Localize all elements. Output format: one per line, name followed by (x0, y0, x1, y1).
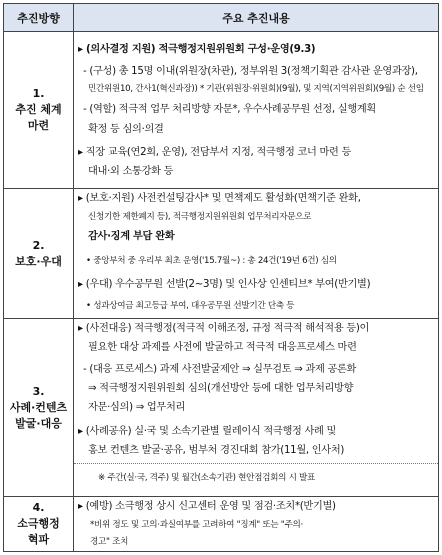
header-direction: 추진방향 (4, 4, 74, 31)
content-line: ⇒ 적극행정지원위원회 심의(개선방안 등에 대한 업무처리방향 (88, 383, 354, 394)
row-direction (4, 32, 74, 188)
content-line: 확정 등 심의·의결 (88, 124, 164, 135)
row-number: 2. (32, 238, 45, 252)
content-line: ※ 주간(실·국, 격주) 및 월간(소속기관) 현안점검회의 시 발표 (98, 473, 316, 483)
row-direction (4, 497, 74, 551)
policy-table (3, 3, 439, 552)
content-line: ▸ (의사결정 지원) 적극행정지원위원회 구성·운영(9.3) (78, 44, 316, 55)
row-title-line1: 사례·컨텐츠 (9, 400, 68, 414)
content-line: 홍보 컨텐츠 발굴·공유, 범부처 경진대회 참가(11월, 인사처) (88, 445, 345, 456)
table-row (4, 319, 438, 497)
row-number: 3. (32, 384, 45, 398)
content-line: - (구성) 총 15명 이내(위원장(차관), 정부위원 3(정책기획관 감사관 운영과장), (83, 66, 418, 77)
content-line: 신청기한 제한폐지 등), 적극행정지원위원회 업무처리자문으로 (88, 212, 312, 222)
content-line: ▸ (사전대응) 적극행정(적극적 이해조정, 규정 적극적 해석적용 등)이 (78, 323, 370, 334)
row-title-line1: 소극행정 (17, 517, 60, 530)
content-line: 감사·징계 부담 완화 (88, 231, 175, 242)
content-line: 필요한 대상 과제를 사전에 발굴하고 적극적 대응프로세스 마련 (88, 342, 357, 353)
table-row (4, 32, 438, 189)
content-line: • 중앙부처 중 우리부 최초 운영('15.7월~) : 총 24건('19년 6건) 심의 (86, 256, 337, 266)
content-line: - (대응 프로세스) 과제 사전발굴제안 ⇒ 실무검토 ⇒ 과제 공론화 (83, 364, 357, 375)
row-content (74, 189, 438, 318)
row-title-line1: 추진 체계 (15, 103, 62, 116)
content-line: ▸ (우대) 우수공무원 선발(2~3명) 및 인사상 인센티브* 부여(반기별) (78, 279, 371, 290)
row-direction (4, 319, 74, 496)
content-line: ▸ 직장 교육(연2회, 운영), 전담부서 지정, 적극행정 코너 마련 등 (78, 147, 352, 158)
row-title-line2: 마련 (27, 119, 50, 132)
row-title-line1: 보호·우대 (15, 254, 62, 268)
table-header (4, 4, 438, 32)
content-line: 대내·외 소통강화 등 (88, 166, 174, 177)
content-line: *비위 정도 및 고의·과실여부를 고려하여 "징계" 또는 "주의· (90, 520, 303, 530)
row-content (74, 319, 438, 496)
divider (74, 463, 438, 464)
row-number: 1. (32, 87, 45, 100)
row-title-line2: 발굴·대응 (15, 416, 62, 430)
content-line: - (역할) 적극적 업무 처리방향 자문*, 우수사례공무원 선정, 실행계획 (83, 104, 376, 115)
table-row (4, 497, 438, 551)
content-line: ▸ (예방) 소극행정 상시 신고센터 운영 및 점검·조치*(반기별) (78, 501, 336, 512)
content-line: 민간위원10, 간사1(혁신과장)) * 기관(위원장·위원회)(9월), 및 지역(지역위원회)(9월) 순 선임 (88, 84, 424, 94)
row-content (74, 497, 438, 551)
table-row (4, 189, 438, 319)
content-line: ▸ (사례공유) 실·국 및 소속기관별 릴레이식 적극행정 사례 및 (78, 426, 337, 437)
row-title-line2: 혁파 (27, 533, 50, 546)
row-direction (4, 189, 74, 318)
content-line: ▸ (보호·지원) 사전컨설팅감사* 및 면책제도 활성화(면책기준 완화, (78, 193, 361, 204)
row-number: 4. (32, 501, 45, 514)
content-line: • 성과상여금 최고등급 부여, 대우공무원 선발기간 단축 등 (86, 301, 295, 311)
row-content (74, 32, 438, 188)
content-line: 경고" 조치 (90, 537, 129, 547)
header-content: 주요 추진내용 (222, 11, 290, 25)
content-line: 자문·심의) ⇒ 업무처리 (88, 402, 186, 413)
